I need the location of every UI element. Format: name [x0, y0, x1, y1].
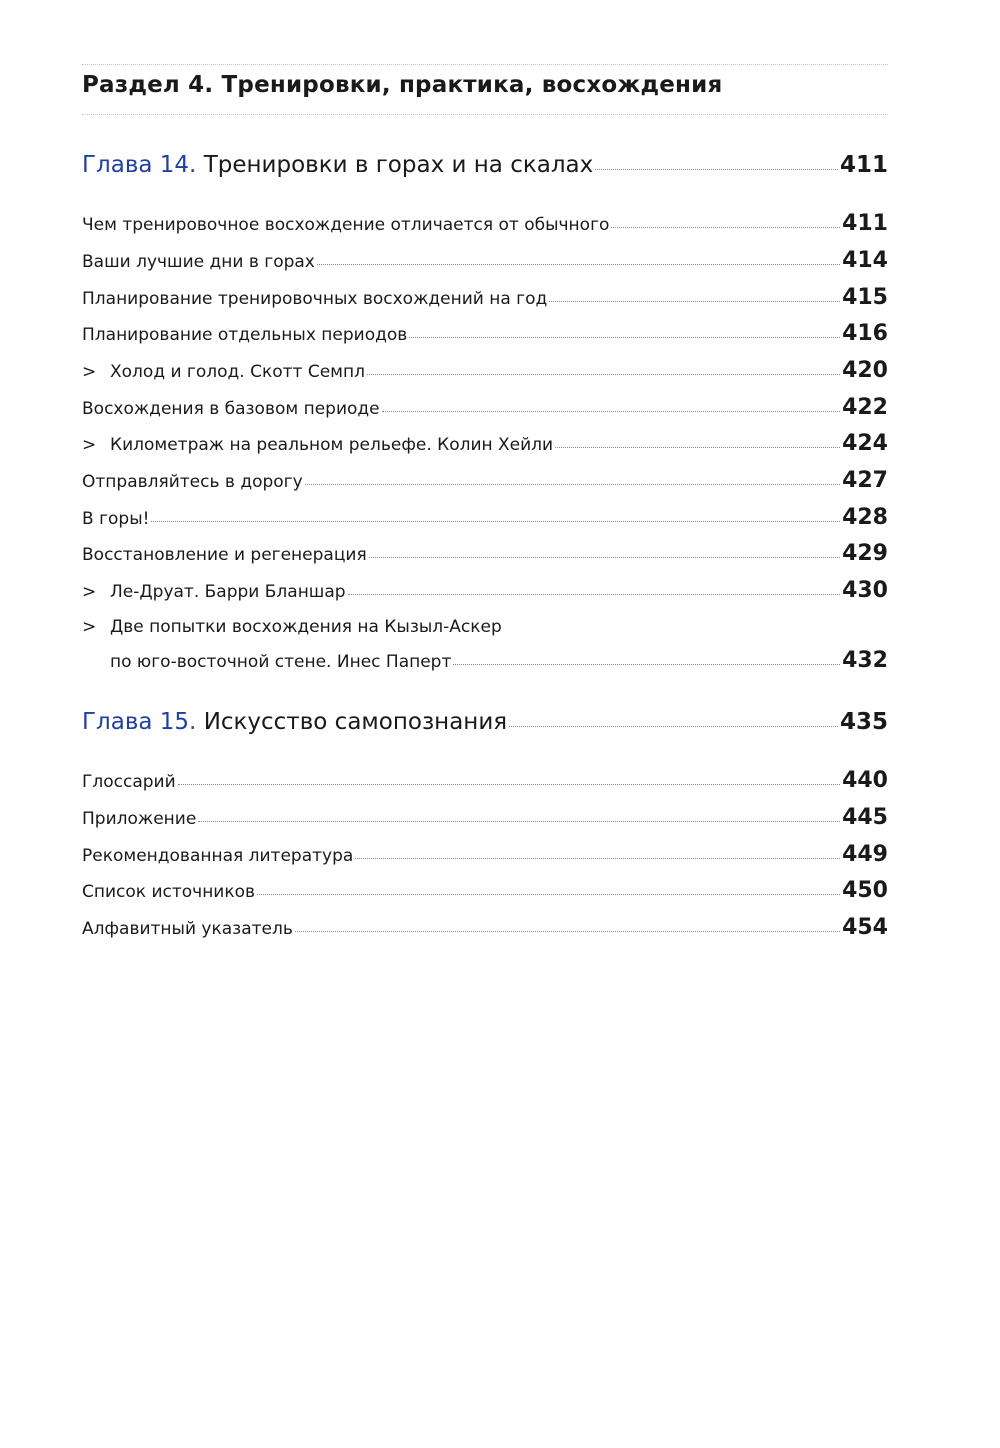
- toc-entry-label: Ваши лучшие дни в горах: [82, 252, 315, 272]
- backmatter-page: 445: [842, 805, 888, 830]
- chapter-14-title: Тренировки в горах и на скалах: [203, 152, 594, 178]
- toc-entry-page: 428: [842, 505, 888, 530]
- toc-entry-page: 415: [842, 285, 888, 310]
- chevron-right-icon: >: [82, 362, 97, 382]
- chevron-right-icon: >: [82, 435, 97, 455]
- toc-entry-label: Планирование тренировочных восхождений на год: [82, 289, 548, 309]
- toc-entry-sidebar[interactable]: [82, 358, 888, 383]
- backmatter-entry[interactable]: [82, 842, 888, 867]
- toc-entry-label: Восхождения в базовом периоде: [82, 399, 380, 419]
- toc-entry-label: Километраж на реальном рельефе. Колин Хейли: [110, 435, 554, 455]
- dot-leader: [178, 784, 840, 785]
- toc-entry-label: Ле-Друат. Барри Бланшар: [110, 582, 346, 602]
- toc-entry-label-line2: по юго-восточной стене. Инес Паперт: [110, 652, 452, 672]
- section-title: Раздел 4. Тренировки, практика, восхождения: [82, 72, 723, 98]
- dot-leader: [151, 521, 840, 522]
- chapter-15-title: Искусство самопознания: [203, 709, 508, 735]
- chapter-15-row[interactable]: [82, 709, 888, 735]
- toc-entry-page: 432: [842, 648, 888, 673]
- backmatter-page: 454: [842, 915, 888, 940]
- dot-leader: [409, 337, 840, 338]
- backmatter-label: Рекомендованная литература: [82, 846, 354, 866]
- chapter-14-label: [82, 152, 593, 178]
- backmatter-page: 440: [842, 768, 888, 793]
- dot-leader: [305, 484, 840, 485]
- toc-entry[interactable]: [82, 468, 888, 493]
- dot-leader: [382, 411, 840, 412]
- toc-entry-label-line1: Две попытки восхождения на Кызыл-Аскер: [110, 617, 502, 637]
- toc-entry-page: 416: [842, 321, 888, 346]
- backmatter-entry[interactable]: [82, 878, 888, 903]
- backmatter-page: 450: [842, 878, 888, 903]
- backmatter-label: Алфавитный указатель: [82, 919, 293, 939]
- toc-entry-page: 420: [842, 358, 888, 383]
- toc-entry[interactable]: [82, 211, 888, 236]
- chapter-14-number: Глава 14.: [82, 152, 197, 178]
- chapter-15-page: 435: [839, 709, 888, 735]
- toc-entry[interactable]: [82, 505, 888, 530]
- toc-entry-label: Восстановление и регенерация: [82, 545, 367, 565]
- chevron-right-icon: >: [82, 617, 97, 637]
- dot-leader: [355, 858, 840, 859]
- backmatter-entry[interactable]: [82, 915, 888, 940]
- backmatter-entry[interactable]: [82, 768, 888, 793]
- dot-leader: [317, 264, 840, 265]
- toc-entry-page: 414: [842, 248, 888, 273]
- toc-entry[interactable]: [82, 285, 888, 310]
- toc-entry-page: 424: [842, 431, 888, 456]
- backmatter-label: Глоссарий: [82, 772, 176, 792]
- chapter-15-label: [82, 709, 507, 735]
- toc-entry-page: 411: [842, 211, 888, 236]
- chapter-14-row[interactable]: [82, 152, 888, 178]
- toc-entry-label: Холод и голод. Скотт Семпл: [110, 362, 365, 382]
- backmatter-label: Приложение: [82, 809, 197, 829]
- chapter-15-number: Глава 15.: [82, 709, 197, 735]
- toc-entry-label: Отправляйтесь в дорогу: [82, 472, 303, 492]
- dot-leader: [295, 931, 840, 932]
- backmatter-label: Список источников: [82, 882, 256, 902]
- backmatter-page: 449: [842, 842, 888, 867]
- toc-entry-label: В горы!: [82, 509, 150, 529]
- dot-leader: [198, 821, 840, 822]
- chapter-14-page: 411: [839, 152, 888, 178]
- dot-leader: [257, 894, 840, 895]
- dot-leader: [595, 169, 838, 170]
- toc-entry[interactable]: [82, 541, 888, 566]
- toc-entry-multiline[interactable]: [82, 648, 888, 673]
- section-rule: [82, 114, 888, 115]
- top-rule: [82, 64, 888, 65]
- toc-entry-page: 429: [842, 541, 888, 566]
- toc-entry-page: 422: [842, 395, 888, 420]
- toc-entry-label: Планирование отдельных периодов: [82, 325, 408, 345]
- dot-leader: [367, 374, 840, 375]
- dot-leader: [348, 594, 840, 595]
- dot-leader: [369, 557, 840, 558]
- dot-leader: [555, 447, 840, 448]
- toc-entry-multiline-first-line[interactable]: [82, 617, 502, 637]
- dot-leader: [453, 664, 840, 665]
- toc-entry-label: Чем тренировочное восхождение отличается от обычного: [82, 215, 610, 235]
- toc-entry-page: 427: [842, 468, 888, 493]
- toc-entry[interactable]: [82, 395, 888, 420]
- dot-leader: [509, 726, 838, 727]
- chevron-right-icon: >: [82, 582, 97, 602]
- toc-entry[interactable]: [82, 248, 888, 273]
- dot-leader: [549, 301, 840, 302]
- toc-entry-sidebar[interactable]: [82, 431, 888, 456]
- toc-entry-sidebar[interactable]: [82, 578, 888, 603]
- toc-entry-page: 430: [842, 578, 888, 603]
- toc-entry[interactable]: [82, 321, 888, 346]
- dot-leader: [611, 227, 840, 228]
- backmatter-entry[interactable]: [82, 805, 888, 830]
